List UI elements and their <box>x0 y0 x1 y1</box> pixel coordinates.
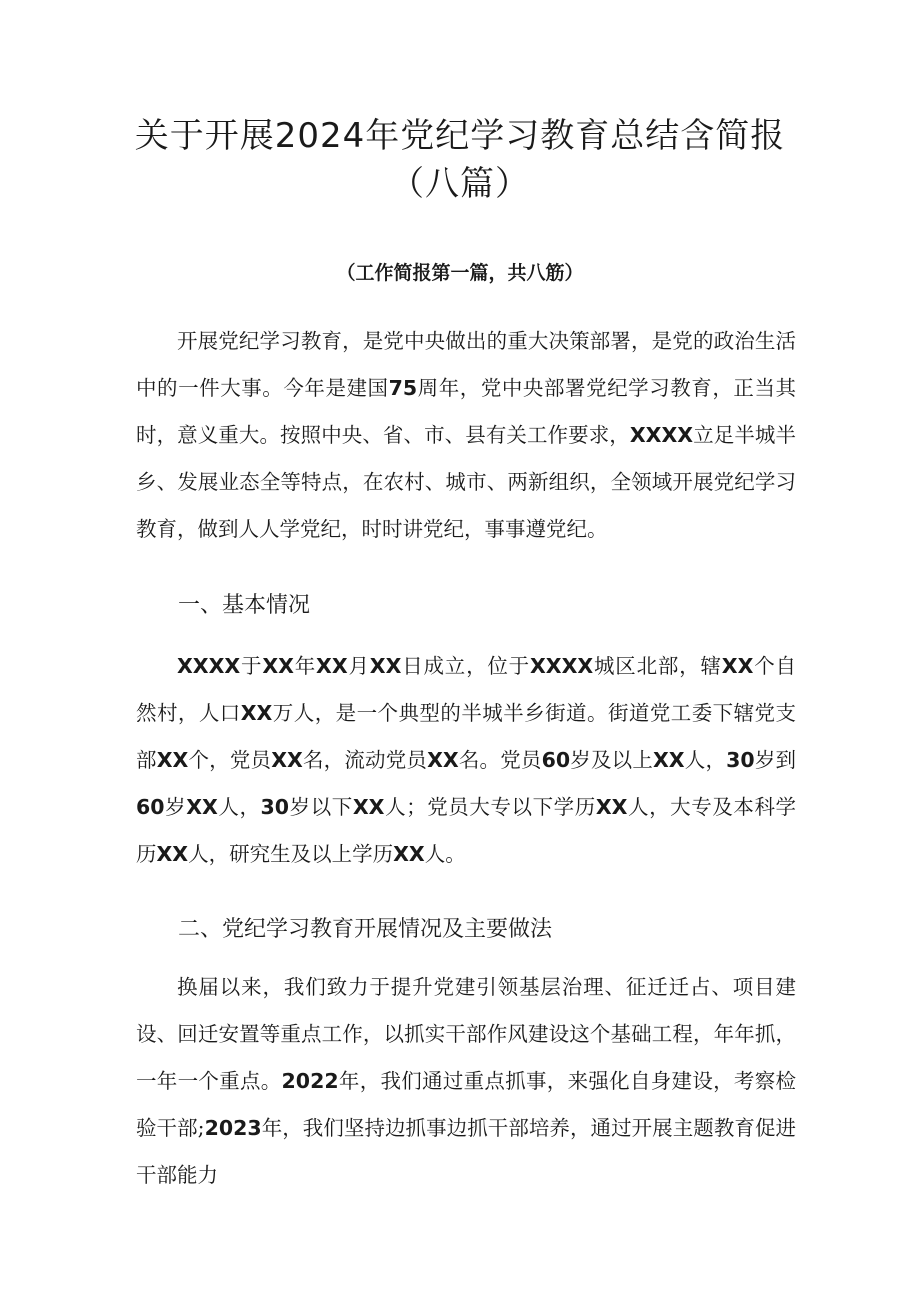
emphasized-text: XX <box>156 842 189 866</box>
emphasized-text: 30 <box>260 795 290 819</box>
emphasized-text: XX <box>369 654 402 678</box>
text-run: 年 <box>293 654 317 678</box>
text-run: 年，我们通过重点抓事，来强化自身建设，考察检验干部; <box>136 1069 797 1140</box>
section-heading-basic-info: 一、基本情况 <box>178 593 311 618</box>
emphasized-text: 30 <box>726 748 755 772</box>
emphasized-text: XX <box>240 701 273 725</box>
emphasized-text: XXXX <box>629 423 694 447</box>
paragraph-intro <box>136 318 796 553</box>
text-run: 万人，是一个典型的半城半乡街道。街道党工委下辖党支部 <box>136 701 797 772</box>
text-run: 人， <box>217 795 261 819</box>
document-title-line1: 关于开展2024年党纪学习教育总结含简报 <box>134 116 786 156</box>
text-run: 月 <box>347 654 370 678</box>
emphasized-text: XXXX <box>529 654 594 678</box>
text-run: 周年，党中央部署党纪学习教育，正当其时，意义重大。按照中央、省、市、县有关工作要求， <box>136 376 797 447</box>
text-run: 个，党员 <box>188 748 272 772</box>
text-run: 于 <box>240 654 263 678</box>
text-run: 换届以来，我们致力于提升党建引领基层治理、征迁迁占、项目建设、回迁安置等重点工作，以抓实干部作风建设这个基础工程，年年抓，一年一个重点。 <box>136 975 796 1093</box>
text-run: 人，研究生及以上学历 <box>188 842 394 866</box>
emphasized-text: XX <box>186 795 218 819</box>
emphasized-text: XX <box>393 842 425 866</box>
emphasized-text: 60 <box>136 795 165 819</box>
emphasized-text: XX <box>721 654 754 678</box>
emphasized-text: 2023 <box>204 1116 262 1140</box>
paragraph-basic-info <box>136 643 796 878</box>
text-run: 开展党纪学习教育，是党中央做出的重大决策部署，是党的政治生活中的一件大事。今年是建国 <box>136 329 796 400</box>
document-subtitle: （工作简报第一篇，共八筋） <box>336 262 584 284</box>
emphasized-text: XX <box>271 748 303 772</box>
emphasized-text: XX <box>427 748 459 772</box>
emphasized-text: XXXX <box>177 654 241 678</box>
text-run: 人，大专及本科学历 <box>136 795 797 866</box>
emphasized-text: 75 <box>388 376 418 400</box>
text-run: 岁 <box>164 795 187 819</box>
emphasized-text: 60 <box>541 748 571 772</box>
emphasized-text: 2022 <box>281 1069 339 1093</box>
text-run: 日成立，位于 <box>401 654 530 678</box>
text-run: 名。党员 <box>458 748 542 772</box>
emphasized-text: XX <box>595 795 628 819</box>
emphasized-text: XX <box>262 654 294 678</box>
text-run: 年，我们坚持边抓事边抓干部培养，通过开展主题教育促进干部能力 <box>136 1116 796 1187</box>
document-title-line2: （八篇） <box>390 164 530 204</box>
text-run: 人。 <box>424 842 466 866</box>
text-run: 人， <box>684 748 727 772</box>
emphasized-text: XX <box>156 748 189 772</box>
emphasized-text: XX <box>653 748 685 772</box>
emphasized-text: XX <box>352 795 385 819</box>
text-run: 岁及以上 <box>570 748 653 772</box>
emphasized-text: XX <box>316 654 348 678</box>
text-run: 人；党员大专以下学历 <box>384 795 596 819</box>
text-run: 立足半城半乡、发展业态全等特点，在农村、城市、两新组织，全领域开展党纪学习教育，做到人人学党纪，时时讲党纪，事事遵党纪。 <box>136 423 796 541</box>
text-run: 名，流动党员 <box>302 748 428 772</box>
paragraph-practices <box>136 964 796 1199</box>
section-heading-practices: 二、党纪学习教育开展情况及主要做法 <box>178 917 553 942</box>
text-run: 岁以下 <box>289 795 353 819</box>
text-run: 个自然村，人口 <box>136 654 796 725</box>
text-run: 岁到 <box>754 748 797 772</box>
text-run: 城区北部，辖 <box>593 654 722 678</box>
